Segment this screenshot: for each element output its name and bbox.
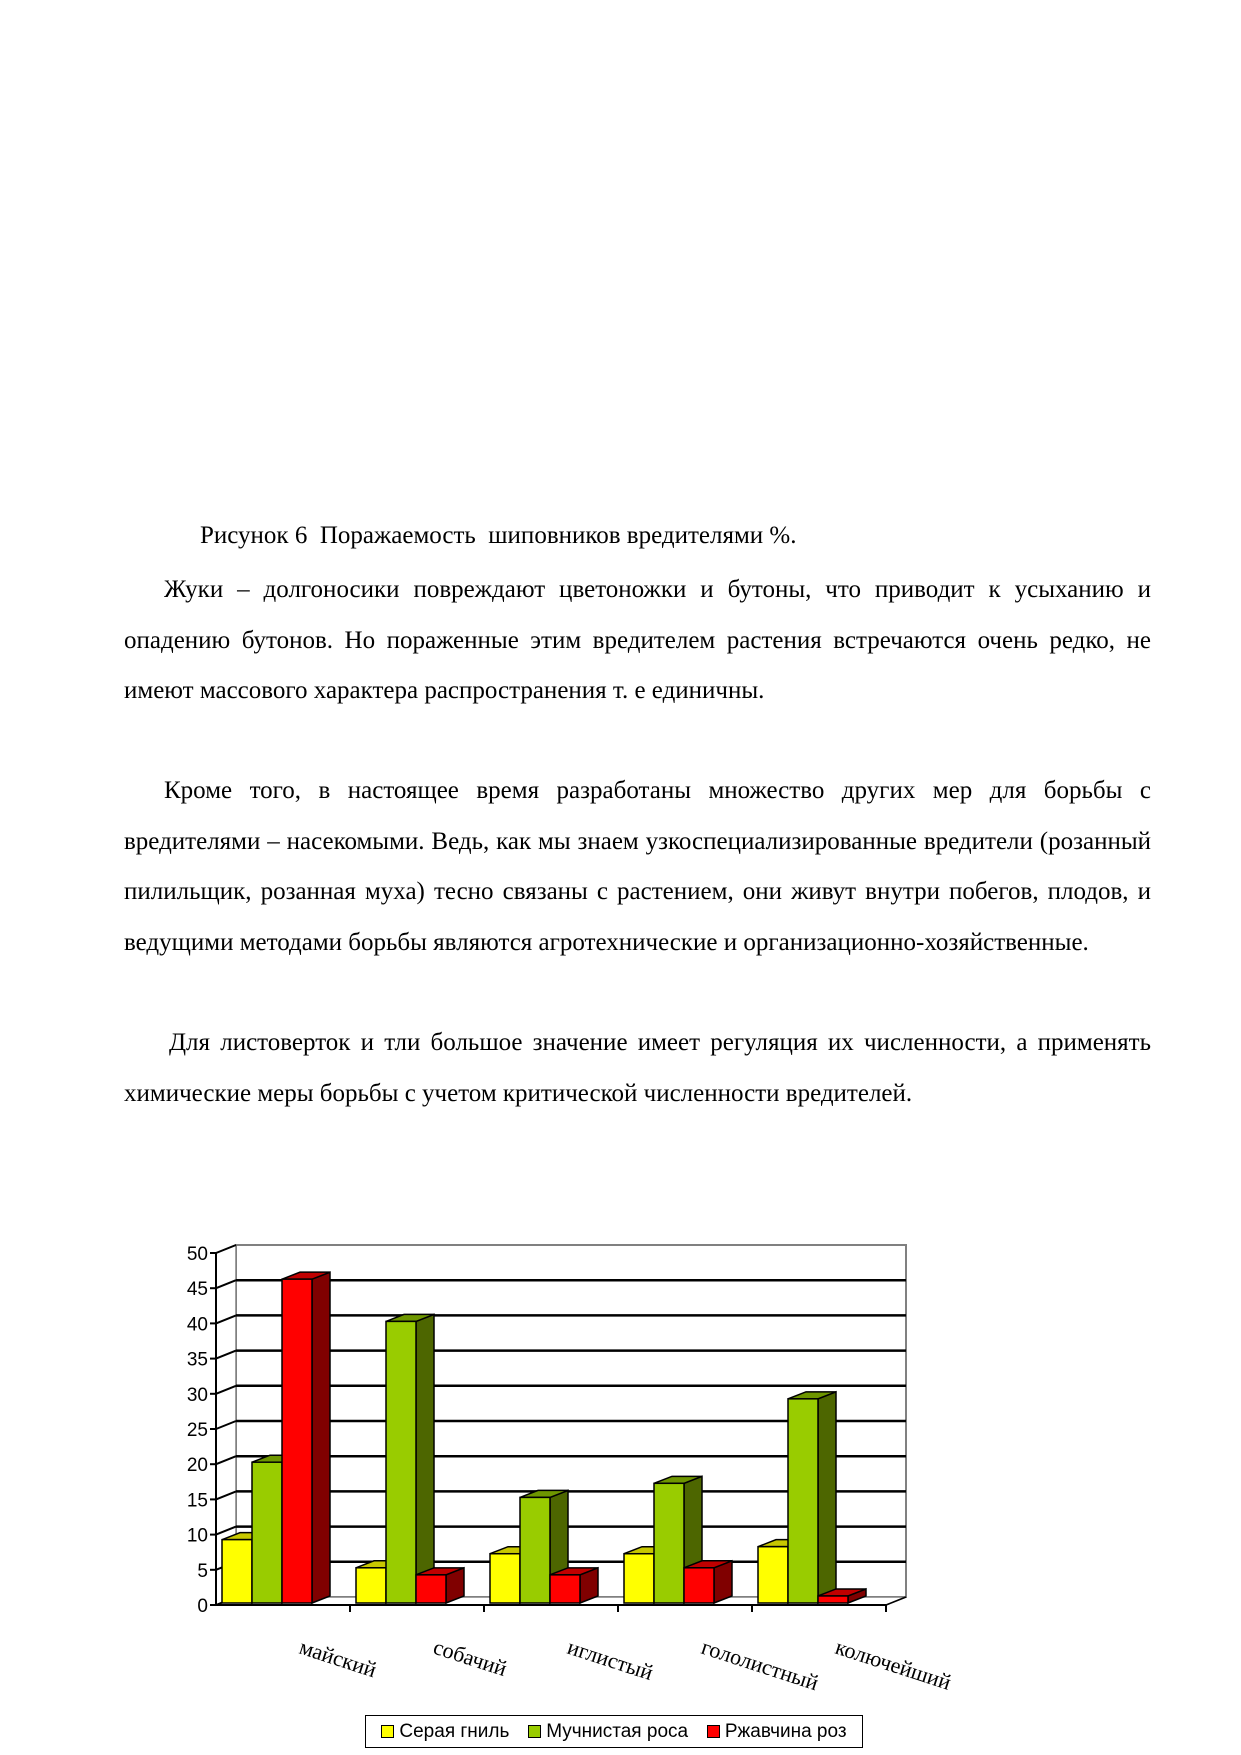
paragraph-1: Жуки – долгоносики повреждают цветоножки и бутоны, что приводит к усыханию и опадению бутонов. Но пораженные этим вредителем растения встречаются очень редко, не имеют массового характера распространения т. е единичны. xyxy=(124,576,1151,704)
y-tick-label: 25 xyxy=(186,1420,208,1441)
bar-front xyxy=(386,1321,416,1603)
x-tick-label: иглистый xyxy=(564,1633,657,1686)
bar-side xyxy=(818,1392,836,1603)
figure-caption: Рисунок 6 Поражаемость шиповников вредителями %. xyxy=(200,522,797,549)
legend-swatch xyxy=(707,1725,720,1738)
bar-front xyxy=(222,1540,252,1603)
bar-front xyxy=(818,1596,848,1603)
y-tick-label: 15 xyxy=(186,1490,208,1512)
y-tick-label: 35 xyxy=(186,1349,208,1371)
y-tick-label: 40 xyxy=(186,1314,208,1336)
x-tick-label: колючейший xyxy=(832,1633,955,1695)
paragraph-2: Кроме того, в настоящее время разработаны множество других мер для борьбы с вредителями – насекомыми. Ведь, как мы знаем узкоспециализированные вредители (розанный пилильщик, розанная муха) тесно связаны с растением, они живут внутри побегов, плодов, и ведущими методами борьбы являются агротехнические и организационно-хозяйственные. xyxy=(124,777,1151,956)
x-tick-label: собачий xyxy=(430,1633,510,1682)
chart xyxy=(160,1230,1020,1755)
bar-front xyxy=(654,1483,684,1603)
bar-front xyxy=(282,1279,312,1603)
chart-svg xyxy=(160,1230,1020,1710)
x-tick-label: гололистный xyxy=(698,1633,822,1696)
bar xyxy=(416,1568,464,1603)
bar-front xyxy=(490,1554,520,1603)
legend-item-rose-rust xyxy=(707,1721,847,1743)
bar xyxy=(788,1392,836,1603)
chart-legend xyxy=(365,1715,863,1748)
y-tick-label: 20 xyxy=(186,1455,208,1477)
bar-front xyxy=(758,1547,788,1603)
legend-swatch xyxy=(381,1725,394,1738)
legend-item-gray-mold xyxy=(381,1721,509,1743)
y-axis xyxy=(187,1244,216,1617)
bar-front xyxy=(684,1568,714,1603)
bar-side xyxy=(312,1272,330,1603)
bar-front xyxy=(416,1575,446,1603)
legend-label: Ржавчина роз xyxy=(724,1720,847,1742)
x-axis xyxy=(216,1597,954,1695)
bar-front xyxy=(356,1568,386,1603)
bar xyxy=(386,1314,434,1603)
bar xyxy=(550,1568,598,1603)
bar-front xyxy=(252,1462,282,1603)
legend-swatch xyxy=(528,1725,541,1738)
y-tick-label: 50 xyxy=(186,1244,208,1265)
bar xyxy=(684,1561,732,1603)
y-tick-label: 0 xyxy=(197,1596,208,1617)
y-tick-label: 45 xyxy=(186,1279,208,1301)
bar-front xyxy=(520,1497,550,1603)
y-tick-label: 5 xyxy=(197,1560,208,1582)
y-tick-label: 10 xyxy=(186,1525,208,1547)
paragraph-3: Для листоверток и тли большое значение имеет регуляция их численности, а применять химические меры борьбы с учетом критической численности вредителей. xyxy=(124,1029,1151,1107)
bar-front xyxy=(624,1554,654,1603)
legend-label: Серая гниль xyxy=(399,1720,510,1742)
legend-label: Мучнистая роса xyxy=(546,1720,689,1742)
bar-side xyxy=(416,1314,434,1603)
bar xyxy=(282,1272,330,1603)
x-tick-label: майский xyxy=(296,1633,380,1683)
y-tick-label: 30 xyxy=(186,1384,208,1406)
bar-front xyxy=(788,1399,818,1603)
legend-item-powdery-mildew xyxy=(528,1721,688,1743)
bar-front xyxy=(550,1575,580,1603)
